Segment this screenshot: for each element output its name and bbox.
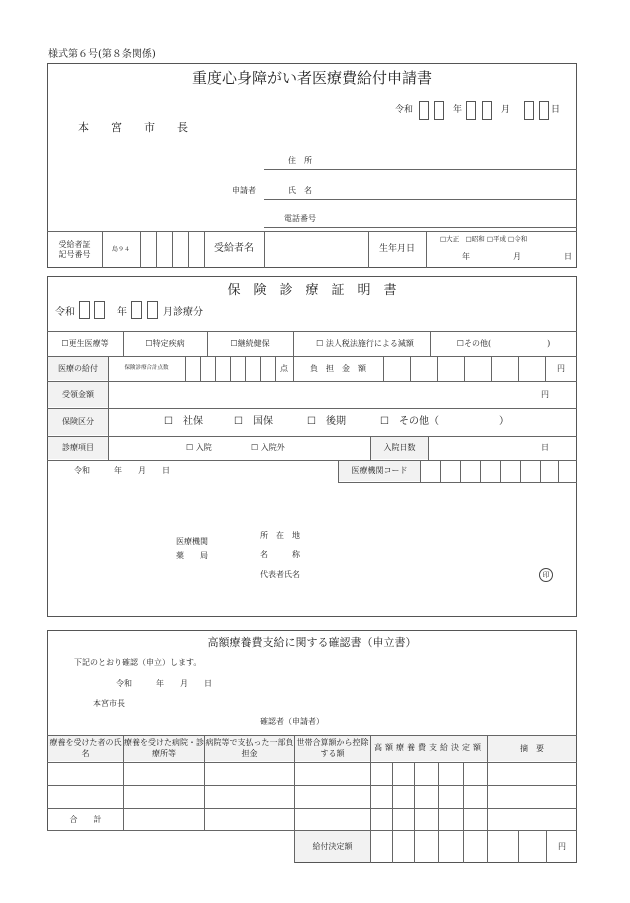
table-row[interactable] bbox=[48, 786, 576, 808]
received-amount-field[interactable] bbox=[108, 381, 538, 408]
cert-year-label: 年 bbox=[117, 307, 127, 318]
cert-year-digit-2[interactable] bbox=[94, 301, 105, 319]
burden-yen: 円 bbox=[557, 363, 565, 373]
points-label: 保険診療合計点数 bbox=[124, 365, 169, 372]
table-row[interactable] bbox=[48, 763, 576, 785]
received-yen: 円 bbox=[541, 390, 549, 399]
date-year-label: 年 bbox=[453, 105, 463, 115]
address-label: 住 所 bbox=[288, 156, 312, 165]
date-era: 令和 bbox=[395, 105, 414, 115]
benefit-label: 医療の給付 bbox=[48, 357, 108, 380]
header-copayment: 病院等で支払った一部負担金 bbox=[205, 736, 294, 761]
header-patient-name: 療養を受けた者の氏名 bbox=[48, 736, 123, 761]
check-continuing-insurance[interactable]: ☐ 継続健保 bbox=[230, 338, 270, 348]
header-hospital: 療養を受けた病院・診療所等 bbox=[124, 736, 204, 761]
cert-month-label: 月診療分 bbox=[163, 307, 203, 318]
check-other[interactable]: ☐ その他( ) bbox=[456, 338, 551, 348]
birth-day-label: 日 bbox=[564, 252, 572, 261]
phone-label: 電話番号 bbox=[284, 214, 316, 223]
insurance-national[interactable]: ☐ 国保 bbox=[234, 416, 273, 427]
era-options[interactable]: □大正 □昭和 □平成 □令和 bbox=[440, 235, 528, 243]
name-label: 氏 名 bbox=[288, 186, 312, 195]
cert-era: 令和 bbox=[55, 307, 75, 318]
cert-year-digit-1[interactable] bbox=[79, 301, 90, 319]
form-number: 様式第６号(第８条関係) bbox=[48, 49, 156, 60]
received-label: 受領金額 bbox=[48, 382, 108, 407]
name-line[interactable] bbox=[264, 199, 577, 200]
cert-title: 保 険 診 療 証 明 書 bbox=[227, 283, 397, 298]
year-digit-1[interactable] bbox=[419, 101, 429, 120]
date-month-label: 月 bbox=[501, 105, 511, 115]
pharmacy-label: 薬 局 bbox=[176, 551, 208, 560]
treatment-inpatient[interactable]: ☐ 入院 bbox=[186, 443, 212, 452]
insurance-label: 保険区分 bbox=[48, 409, 108, 435]
recipient-cert-value: 島９４ bbox=[111, 245, 130, 253]
month-digit-1[interactable] bbox=[466, 101, 476, 120]
recipient-cert-label: 受給者証 記号番号 bbox=[58, 239, 91, 259]
cert-date-line: 令和 年 月 日 bbox=[74, 466, 170, 475]
insurance-cert-section bbox=[47, 276, 577, 617]
burden-label: 負 担 金 額 bbox=[310, 363, 366, 373]
header-remarks: 摘 要 bbox=[488, 736, 576, 761]
total-label: 合 計 bbox=[69, 814, 102, 824]
decision-amount-label: 給付決定額 bbox=[295, 831, 370, 862]
treatment-label: 診療項目 bbox=[48, 437, 108, 459]
birth-month-label: 月 bbox=[513, 252, 521, 261]
facility-code-label: 医療機関コード bbox=[339, 461, 420, 481]
day-digit-2[interactable] bbox=[539, 101, 549, 120]
treatment-outpatient[interactable]: ☐ 入院外 bbox=[251, 443, 285, 452]
location-label: 所 在 地 bbox=[260, 531, 300, 540]
day-digit-1[interactable] bbox=[524, 101, 534, 120]
applicant-label: 申請者 bbox=[232, 186, 256, 195]
representative-label: 代表者氏名 bbox=[260, 570, 300, 579]
insurance-late-stage[interactable]: ☐ 後期 bbox=[307, 416, 346, 427]
month-digit-2[interactable] bbox=[482, 101, 492, 120]
header-household-deduction: 世帯合算額から控除する額 bbox=[295, 736, 370, 761]
birth-year-label: 年 bbox=[462, 252, 470, 261]
birthdate-label: 生年月日 bbox=[378, 243, 415, 254]
confirmation-date: 令和 年 月 日 bbox=[116, 679, 212, 688]
facility-name-label: 名 称 bbox=[260, 550, 300, 559]
hospital-days-label: 入院日数 bbox=[371, 437, 428, 459]
phone-line[interactable] bbox=[264, 227, 577, 228]
page-title: 重度心身障がい者医療費給付申請書 bbox=[191, 69, 432, 87]
header-high-cost-decision: 高額療養費支給決定額 bbox=[371, 736, 487, 761]
date-day-label: 日 bbox=[551, 105, 561, 115]
facility-label: 医療機関 bbox=[176, 537, 208, 546]
insurance-other[interactable]: ☐ その他（ ） bbox=[380, 416, 509, 427]
seal-mark: 印 bbox=[539, 568, 553, 582]
points-unit: 点 bbox=[280, 363, 288, 373]
confirmation-title: 高額療養費支給に関する確認書（申立書） bbox=[207, 636, 417, 649]
insurance-social[interactable]: ☐ 社保 bbox=[164, 416, 203, 427]
hospital-days-unit: 日 bbox=[541, 443, 549, 452]
cert-month-digit-2[interactable] bbox=[147, 301, 158, 319]
addressee: 本 宮 市 長 bbox=[78, 121, 188, 134]
address-line[interactable] bbox=[264, 169, 577, 170]
cert-month-digit-1[interactable] bbox=[131, 301, 142, 319]
year-digit-2[interactable] bbox=[434, 101, 444, 120]
check-specific-disease[interactable]: ☐ 特定疾病 bbox=[145, 338, 185, 348]
decision-yen: 円 bbox=[558, 842, 566, 851]
check-tax-reduction[interactable]: ☐ 法人税法施行による減額 bbox=[316, 338, 414, 348]
confirmer-label: 確認者（申請者） bbox=[260, 717, 324, 726]
check-rehab[interactable]: ☐ 更生医療等 bbox=[61, 338, 109, 348]
confirmation-statement: 下記のとおり確認（申立）します。 bbox=[74, 658, 202, 667]
confirmation-addressee: 本宮市長 bbox=[93, 699, 125, 708]
recipient-name-label: 受給者名 bbox=[214, 243, 254, 255]
recipient-name-field[interactable] bbox=[264, 231, 368, 268]
